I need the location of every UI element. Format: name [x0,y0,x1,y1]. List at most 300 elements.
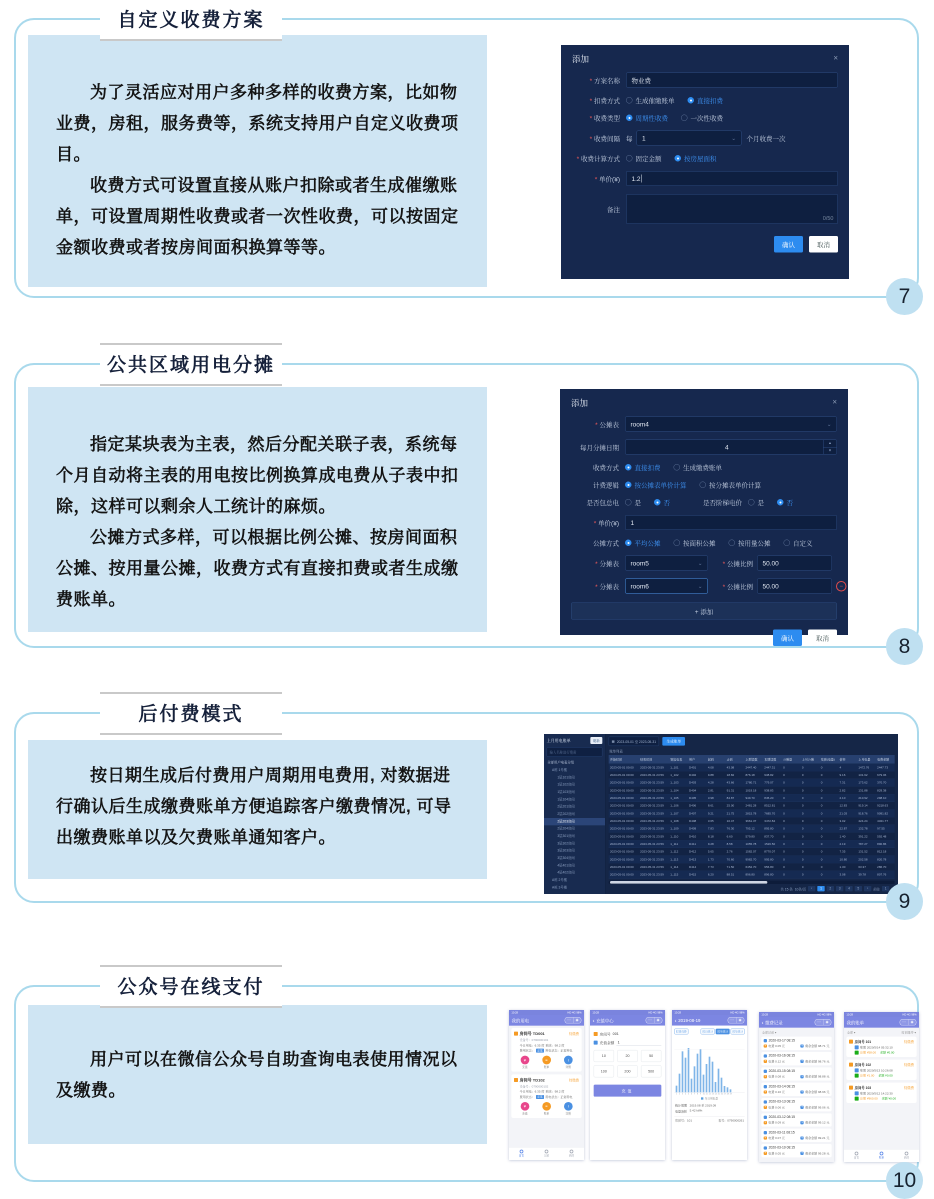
exit-icon[interactable]: ◉ [910,1020,914,1024]
feature-card-postpaid [14,704,919,913]
table-row[interactable] [609,802,895,810]
chevron-down-icon: ⌄ [826,421,832,428]
amount-button[interactable]: 100 [594,1065,614,1077]
table-cell: 807.76 [877,872,887,877]
status-icons: HD 4G 98% [902,1013,917,1016]
bill-amount-row [855,1050,914,1054]
radio-include-no[interactable]: 否 [654,498,670,508]
interval-prefix: 每 [626,134,633,143]
tab-记录[interactable] [534,1147,559,1160]
table-cell: 876.18 [745,773,755,777]
stepper-arrows[interactable] [823,440,837,454]
record-date: 2020-03-10 08:15 [768,1145,795,1150]
refresh-button[interactable]: 刷新 [590,737,602,744]
sub-meter-select[interactable]: room5 ⌄ [625,556,708,571]
fee-amount: 电费 0.05 元 [768,1044,785,1048]
radio-by-area[interactable]: 按面积公摊 [674,538,716,548]
table-row[interactable] [609,848,895,856]
amount-button[interactable]: 50 [641,1050,661,1062]
legend-swatch [701,1097,703,1099]
table-cell: 2023-05-01 00:00 [609,826,634,831]
sub-meter-select[interactable]: room6 ⌄ [625,579,708,594]
money-icon [855,1073,859,1077]
tree-item[interactable]: 4层401房间 [557,863,575,868]
chart-bar [682,1051,684,1092]
back-icon[interactable]: ‹ [674,1017,677,1024]
state-row [520,1048,579,1052]
table-cell: 2447.40 [745,765,757,769]
exit-icon[interactable]: ◉ [656,1018,660,1022]
page-button[interactable]: 1 [817,886,824,891]
table-row[interactable] [609,810,895,818]
next-page-button[interactable]: › [864,886,871,891]
room-card[interactable] [511,1028,581,1072]
tab-bar [844,1149,919,1162]
tab-我的[interactable] [559,1147,584,1160]
fee-icon: ¥ [764,1105,766,1109]
bill-title-row [849,1085,914,1090]
table-cell: 9091.82 [877,811,889,815]
table-cell: 7.31 [839,780,846,785]
cancel-button[interactable]: 取消 [809,236,838,253]
tree-item[interactable]: 3层301房间 [557,834,575,838]
table-cell: 9982.70 [745,857,757,861]
table-cell: 63.37 [858,865,866,869]
tree-item[interactable]: 1层103房间 [557,790,575,794]
radio-direct-deduct[interactable]: 直接扣费 [625,463,661,473]
action-充值[interactable] [520,1102,529,1115]
share-day-stepper[interactable]: 4 ▲ ▼ [625,440,837,455]
note-textarea[interactable] [626,194,838,224]
column-header: 电费金额 [877,757,890,762]
more-icon[interactable]: ⋯ [565,1018,573,1023]
radio-generate-bill[interactable]: 生成催缴账单 [626,96,675,106]
balance-amount: 剩余金额 99.28 元 [805,1151,830,1155]
balance-icon: ¥ [801,1044,803,1047]
date-range-picker[interactable]: ▦ 2023-05-01 至 2023-05-31 [609,737,659,746]
radio-icon [748,499,755,506]
more-icon[interactable]: ⋯ [815,1020,823,1025]
record-date: 2020-03-11 08:15 [768,1130,795,1135]
fee-icon: ¥ [764,1151,766,1155]
table-cell: 2023-05-01 00:00 [609,849,634,854]
tab-label: 我的 [568,1154,575,1158]
column-header: 起码 [707,757,714,762]
wechat-capsule[interactable] [565,1017,582,1024]
goto-input[interactable]: 1 [882,886,889,891]
tab-我的[interactable] [894,1149,919,1162]
table-cell: D414 [689,865,697,869]
generate-bill-button[interactable]: 生成账单 [662,737,685,746]
tree-item[interactable]: A栋 2号楼 [551,878,568,882]
pool-meter-select[interactable]: room4 ⌄ [625,417,837,432]
chart-bar [712,1062,714,1093]
unit-price-input[interactable]: 1.2 [626,171,838,186]
prev-page-button[interactable]: ‹ [808,886,815,891]
filter-all-dropdown[interactable]: 全部 ▾ [847,1030,856,1035]
wechat-capsule[interactable] [900,1019,917,1026]
table-cell: 21.03 [839,811,848,815]
radio-generate-bill[interactable]: 生成缴费账单 [674,463,723,473]
tree-item[interactable]: A栋 1号楼 [551,768,568,772]
confirm-button[interactable]: 确认 [773,630,802,647]
tree-item[interactable]: 1层101房间 [557,775,575,780]
record-item[interactable] [761,1129,831,1142]
share-row-2 [571,579,843,594]
table-cell: 0 [783,826,785,831]
table-cell: 2.19 [839,842,846,846]
radio-icon [784,540,791,547]
unit-price-input[interactable]: 1 [625,515,837,530]
table-cell: 4.08 [707,765,714,769]
radio-onetime[interactable]: 一次性收费 [681,113,723,123]
table-cell: D403 [689,780,697,785]
sort-dropdown[interactable]: 时间排序 ▾ [901,1030,916,1035]
record-item[interactable] [761,1083,831,1096]
table-cell: 0 [783,834,785,838]
page-title: 缴费记录 [765,1020,783,1026]
record-icon [764,1100,767,1103]
field-label: * 分摊表 [571,558,619,568]
record-item[interactable] [761,1113,831,1126]
table-cell: 131.52 [858,849,868,854]
field-pay-mode [571,463,837,473]
balance-wrap [800,1105,829,1109]
table-cell: 2447.31 [764,765,776,769]
chevron-down-icon: ⌄ [697,560,703,567]
chart-legend: 当日用电量 [674,1097,744,1101]
page-button[interactable]: 5 [855,886,862,891]
column-header: 倍率 [839,757,846,762]
wechat-capsule[interactable] [815,1019,832,1026]
room-number: 房间号 102 [854,1063,872,1067]
table-cell: 0 [801,826,804,831]
table-cell: 0 [801,834,804,838]
table-cell: 43.66 [726,780,735,785]
page-number-badge: 10 [886,1162,923,1199]
table-cell: 8512.81 [764,803,776,808]
action-账单[interactable] [542,1102,551,1115]
tree-item[interactable]: 2层204房间 [557,826,575,831]
bill-card[interactable] [846,1060,916,1080]
paragraph: 为了灵活应对用户多种多样的收费方案，比如物业费，房租，服务费等，系统支持用户自定义收费项目。 [56,83,459,164]
back-icon[interactable]: ‹ [761,1019,764,1026]
table-cell: 1_102 [670,773,679,777]
radio-custom[interactable]: 自定义 [784,538,813,548]
admin-table-screenshot [544,734,898,894]
radio-ladder-yes[interactable]: 是 [748,498,764,508]
table-cell: D415 [689,872,697,877]
goto-label: 前往 [873,887,880,892]
field-label: * 收费间隔 [572,133,620,143]
balance-wrap [800,1059,829,1063]
balance-wrap [800,1151,829,1155]
tab-账单[interactable] [869,1149,894,1162]
interval-select[interactable]: 1 ⌄ [637,131,742,146]
back-icon[interactable]: ‹ [592,1017,595,1024]
more-icon[interactable]: ⋯ [900,1020,908,1025]
table-cell: 0 [783,865,785,869]
usage-row [520,1043,579,1047]
time-select-button[interactable]: 时间选择 [675,1029,687,1033]
record-date-row [764,1131,830,1135]
balance-icon: ¥ [801,1121,803,1124]
tree-item[interactable]: 1层104房间 [557,797,575,802]
radio-icon [681,115,688,122]
ratio-input[interactable]: 50.00 [757,579,832,594]
stat-button[interactable]: 按日统计 [702,1029,713,1033]
amount-button[interactable]: 500 [641,1065,661,1077]
table-caption: 账单列表 [609,749,623,754]
field-label: * 收费计算方式 [572,154,620,164]
bill-date: 账期 2020/5/12 14:22:30 [859,1091,893,1095]
stat-button[interactable]: 按月统计 [717,1029,728,1033]
table-cell: 579.80 [745,834,755,838]
table-cell: 0 [801,773,804,777]
action-label: 充值 [522,1065,528,1069]
cancel-button[interactable]: 取消 [808,630,837,647]
x-tick: 4 [684,1092,687,1095]
x-tick: 16 [720,1092,723,1095]
step-up-icon[interactable]: ▲ [824,440,837,447]
table-cell: 88.51 [726,872,735,877]
chart-bar [730,1089,732,1092]
table-cell: 1019.18 [745,788,757,792]
table-cell: D407 [689,811,697,815]
close-icon[interactable]: × [833,53,838,63]
radio-fixed-amount[interactable]: 固定金额 [626,154,662,164]
column-header: 上月电量 [858,757,871,762]
balance-icon: ¥ [801,1136,803,1139]
record-item[interactable] [761,1052,831,1065]
radio-by-area[interactable]: 按房屋面积 [675,154,717,164]
table-cell: 7.73 [707,865,714,869]
tree-item[interactable]: 2层201房间 [557,804,575,809]
char-counter: 0/50 [822,215,834,222]
amount-button[interactable]: 20 [617,1050,637,1062]
amount-input[interactable]: 1 [616,1040,661,1045]
field-interval [572,131,838,146]
radio-by-sub-price[interactable]: 按分摊表单价计算 [700,480,762,490]
status-icons: HD 4G 98% [817,1013,832,1016]
bill-date-row [855,1045,914,1049]
radio-by-usage[interactable]: 按用量公摊 [729,538,771,548]
exit-icon[interactable]: ◉ [825,1020,829,1024]
scrollbar-thumb[interactable] [610,881,767,884]
table-row[interactable] [609,840,895,848]
chart-bar [709,1057,711,1093]
table-cell: 0 [783,857,785,861]
filter-dropdown[interactable]: 全部记录 ▾ [762,1030,777,1035]
bill-card[interactable] [846,1083,916,1103]
table-cell: 2023-05-01 00:00 [609,765,634,769]
tab-首页[interactable] [509,1147,534,1160]
text-cursor [641,175,642,183]
tab-label: 首页 [853,1156,860,1160]
paragraph: 公摊方式多样，可以根据比例公摊、按房间面积公摊、按用量公摊，收费方式有直接扣费或者生成缴费账单。 [56,528,459,609]
tree-item[interactable]: 2层203房间 [544,818,605,825]
radio-include-yes[interactable]: 是 [625,498,641,508]
table-cell: 820.78 [877,857,887,861]
power-state: 用电状态：正常用电 [545,1095,573,1099]
page-title: 充值中心 [596,1018,614,1024]
wechat-capsule[interactable] [646,1017,663,1024]
exit-icon[interactable]: ◉ [738,1018,742,1022]
table-cell: 2023-05-31 23:59 [640,865,664,869]
tree-item[interactable]: 3层302房间 [557,841,575,846]
amount-row: 充值金额 1 [594,1040,662,1045]
table-cell: 1_108 [670,819,679,823]
status-icons: HD 4G 98% [730,1011,745,1014]
table-cell: 3.98 [707,796,714,800]
plan-name-input[interactable]: 物业费 [626,73,838,88]
page-number-badge: 8 [886,628,923,665]
table-row[interactable] [609,779,895,787]
tree-item[interactable]: 1层102房间 [557,782,575,787]
tab-label: 账单 [878,1156,885,1160]
due-amount: 应缴 ¥960.00 [859,1096,878,1101]
exit-icon[interactable]: ◉ [575,1018,579,1022]
horizontal-scrollbar[interactable] [609,881,895,884]
close-icon[interactable]: × [832,397,837,407]
table-cell: 2023-05-01 00:00 [609,788,634,792]
x-tick: 17 [723,1092,726,1095]
record-detail-row [764,1074,830,1078]
table-row[interactable] [609,871,895,879]
field-billing-logic [571,480,837,490]
tree-item[interactable]: 3层303房间 [557,848,575,853]
column-header: 智能电表 [670,757,683,762]
field-label: 是否包总电 [586,499,619,507]
tab-icon [570,1150,574,1154]
table-cell: 2023-05-31 23:59 [640,803,664,808]
sidebar [544,734,605,894]
feature-card-custom-billing [14,10,919,308]
table-cell: 0 [783,796,785,800]
table-row[interactable] [609,817,895,825]
record-item[interactable] [761,1067,831,1080]
radio-ladder-no[interactable]: 否 [777,498,793,508]
ratio-input[interactable]: 50.00 [757,556,832,571]
table-cell: 2023-05-31 23:59 [640,788,664,792]
table-cell: 938.83 [764,788,774,792]
search-input[interactable]: 输入名称进行搜索 [547,747,603,756]
chart-bar [694,1066,696,1092]
amount-button[interactable]: 10 [594,1050,614,1062]
table-row[interactable] [609,863,895,871]
balance-amount: 剩余金额 99.06 元 [805,1105,830,1109]
page-button[interactable]: 4 [845,886,852,891]
table-cell: 1_115 [670,872,679,877]
chart-bar [703,1075,705,1093]
radio-icon [654,499,661,506]
balance-amount: 剩余金额 98.76 元 [805,1059,830,1063]
x-tick: 10 [702,1092,705,1095]
field-note [572,194,838,224]
recharge-button[interactable]: 充值 [594,1085,662,1097]
more-icon[interactable]: ⋯ [646,1018,654,1023]
table-cell: 9218.63 [877,803,889,808]
tree-item[interactable]: 2层202房间 [557,812,575,816]
field-label: 收费方式 [592,464,619,472]
field-label: * 方案名称 [572,75,620,85]
table-cell: 0 [820,780,823,785]
tab-首页[interactable] [844,1149,869,1162]
page-button[interactable]: 2 [827,886,834,891]
paid-amount: 余额 ¥0.00 [881,1096,897,1101]
field-label: 公摊方式 [592,539,619,547]
table-row[interactable] [609,825,895,833]
table-row[interactable] [609,794,895,802]
radio-icon [675,155,682,162]
table-row[interactable] [609,764,895,772]
table-cell: 787.27 [858,842,868,846]
step-down-icon[interactable]: ▼ [828,448,832,453]
table-cell: 12.83 [839,803,848,808]
action-详情[interactable] [564,1102,573,1115]
table-cell: 39.78 [858,872,866,877]
table-row[interactable] [609,833,895,841]
radio-by-pool-price[interactable]: 按公摊表单价计算 [625,480,687,490]
status-tag: 待缴费 [903,1063,914,1067]
more-icon[interactable]: ⋯ [728,1018,736,1023]
record-item[interactable] [761,1037,831,1050]
table-cell: 9.16 [839,773,846,777]
record-detail-row [764,1151,830,1155]
radio-average[interactable]: 平均公摊 [625,538,661,548]
wechat-capsule[interactable] [728,1017,745,1024]
table-cell: 0 [801,872,804,877]
bill-card[interactable] [846,1037,916,1057]
x-tick: 9 [699,1092,702,1095]
table-cell: 0 [820,834,823,838]
add-row-button[interactable]: + 添加 [571,603,837,620]
page-button[interactable]: 3 [836,886,843,891]
tree-item[interactable]: 4层402房间 [557,870,575,875]
table-row[interactable] [609,771,895,779]
radio-periodic[interactable]: 周期性收费 [626,113,668,123]
record-item[interactable] [761,1098,831,1111]
confirm-button[interactable]: 确认 [774,236,803,253]
record-item[interactable] [761,1144,831,1157]
table-row[interactable] [609,787,895,795]
remove-row-icon[interactable]: − [836,581,847,592]
radio-direct-deduct[interactable]: 直接扣费 [688,96,724,106]
room-card[interactable] [511,1074,581,1118]
fee-amount: 电费 0.10 元 [768,1090,785,1094]
tree-item[interactable]: 3层304房间 [557,856,575,860]
table-cell: 1.40 [839,834,846,838]
table-cell: 2023-05-31 23:59 [640,872,664,877]
table-row[interactable] [609,856,895,864]
stat-button[interactable]: 按年统计 [732,1029,743,1033]
balance-amount: 剩余金额 98.71 元 [805,1044,830,1048]
field-label: * 公摊表 [571,419,619,429]
action-详情[interactable] [564,1056,573,1069]
tree-item[interactable]: A栋 3号楼 [551,885,568,890]
amount-button[interactable]: 200 [617,1065,637,1077]
record-icon [764,1131,767,1134]
column-header: 结束时间 [640,757,653,762]
action-充值[interactable] [520,1056,529,1069]
action-账单[interactable] [542,1056,551,1069]
table-cell: 2023-05-31 23:59 [640,857,664,861]
tree-item[interactable]: 全部用户电表分组 [547,760,574,765]
calendar-icon: ▦ [611,739,615,744]
table-cell: 919.14 [858,803,868,808]
page-size-select[interactable]: 10条/页 [794,887,806,892]
radio-icon [688,97,695,104]
